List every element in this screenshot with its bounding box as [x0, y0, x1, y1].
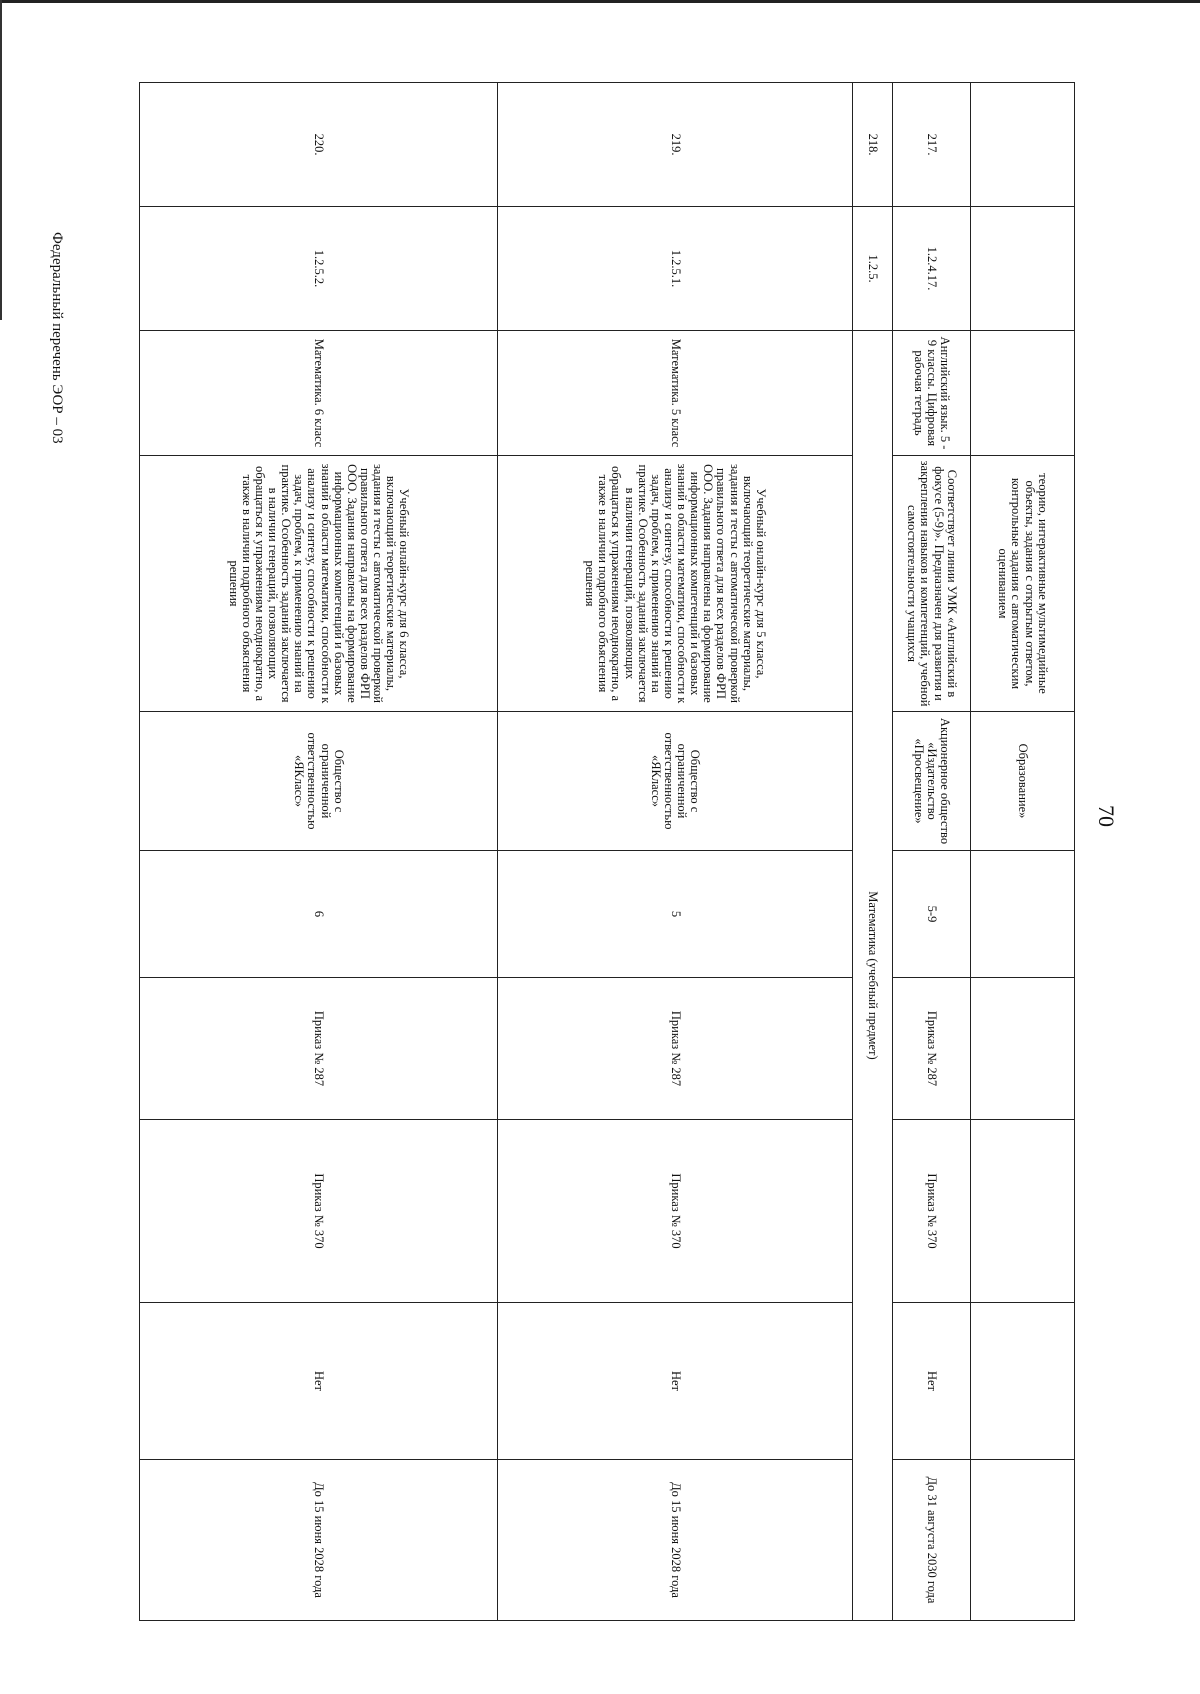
cell-deadline: [971, 1460, 1075, 1621]
cell-description: Учебный онлайн-курс для 6 класса, включающий теоретические материалы, задания и тесты с автоматической проверкой правильного ответа для всех разделов ФРП ООО. Задания направлены на формирование информационных компетенций и базовых знаний в области математики, способности к анализу и синтезу, способности к решению задач, проблем, к применению знаний на практике. Особенность заданий заключается в наличии генераций, позволяющих обращаться к упражнениям неоднократно, а также в наличии подробного объяснения решения: [140, 456, 498, 712]
page-number: 70: [1094, 805, 1119, 827]
cell-description: Учебный онлайн-курс для 5 класса, включающий теоретические материалы, задания и тесты с автоматической проверкой правильного ответа для всех разделов ФРП ООО. Задания направлены на формирование информационных компетенций и базовых знаний в области математики, способности к анализу и синтезу, способности к решению задач, проблем, к применению знаний на практике. Особенность заданий заключается в наличии генераций, позволяющих обращаться к упражнениям неоднократно, а также в наличии подробного объяснения решения: [498, 456, 853, 712]
table-row: [498, 83, 853, 1621]
cell-no: [971, 83, 1075, 207]
cell-deadline: До 31 августа 2030 года: [893, 1460, 971, 1621]
cell-no: 219.: [498, 83, 853, 207]
cell-name: [971, 331, 1075, 456]
cell-order-370: Приказ № 370: [893, 1120, 971, 1303]
cell-code: 1.2.5.2.: [140, 207, 498, 331]
table-row-continued: [971, 83, 1075, 1621]
cell-order-370: Приказ № 370: [140, 1120, 498, 1303]
cell-code: 1.2.5.1.: [498, 207, 853, 331]
cell-no: 218.: [853, 83, 893, 207]
cell-grade: [971, 851, 1075, 978]
table-row-section: [853, 83, 893, 1621]
cell-name: Математика. 6 класс: [140, 331, 498, 456]
table-row: [893, 83, 971, 1621]
cell-order-287: Приказ № 287: [498, 978, 853, 1120]
cell-grade: 5: [498, 851, 853, 978]
cell-name: Английский язык. 5 - 9 классы. Цифровая рабочая тетрадь: [893, 331, 971, 456]
cell-order-370: [971, 1120, 1075, 1303]
cell-code: [971, 207, 1075, 331]
cell-deadline: До 15 июня 2028 года: [498, 1460, 853, 1621]
scan-border-top: [0, 0, 1200, 3]
footer-text: Федеральный перечень ЭОР – 03: [49, 232, 65, 444]
cell-description: теорию, интерактивные мультимедийные объекты, задания с открытым ответом, контрольные задания с автоматическим оцениванием: [971, 456, 1075, 712]
cell-code: 1.2.5.: [853, 207, 893, 331]
cell-extra: Нет: [140, 1303, 498, 1460]
cell-no: 220.: [140, 83, 498, 207]
cell-extra: [971, 1303, 1075, 1460]
cell-description: Соответствует линии УМК «Английский в фокусе (5-9)». Предназначен для развития и закрепления навыков и компетенций, учебной самостоятельности учащихся: [893, 456, 971, 712]
cell-code: 1.2.4.17.: [893, 207, 971, 331]
cell-order-287: [971, 978, 1075, 1120]
cell-no: 217.: [893, 83, 971, 207]
cell-publisher: Общество с ограниченной ответственностью «ЯКласс»: [498, 712, 853, 851]
cell-publisher: Образование»: [971, 712, 1075, 851]
rotated-content: [49, 82, 1119, 1620]
scan-border-left: [0, 0, 2, 320]
eor-table: [139, 82, 1075, 1621]
cell-grade: 6: [140, 851, 498, 978]
cell-grade: 5-9: [893, 851, 971, 978]
cell-order-287: Приказ № 287: [140, 978, 498, 1120]
cell-publisher: Общество с ограниченной ответственностью «ЯКласс»: [140, 712, 498, 851]
cell-order-287: Приказ № 287: [893, 978, 971, 1120]
section-heading: Математика (учебный предмет): [853, 331, 893, 1621]
cell-name: Математика. 5 класс: [498, 331, 853, 456]
cell-extra: Нет: [498, 1303, 853, 1460]
cell-publisher: Акционерное общество «Издательство «Просвещение»: [893, 712, 971, 851]
cell-extra: Нет: [893, 1303, 971, 1460]
cell-order-370: Приказ № 370: [498, 1120, 853, 1303]
cell-deadline: До 15 июня 2028 года: [140, 1460, 498, 1621]
table-row: [140, 83, 498, 1621]
